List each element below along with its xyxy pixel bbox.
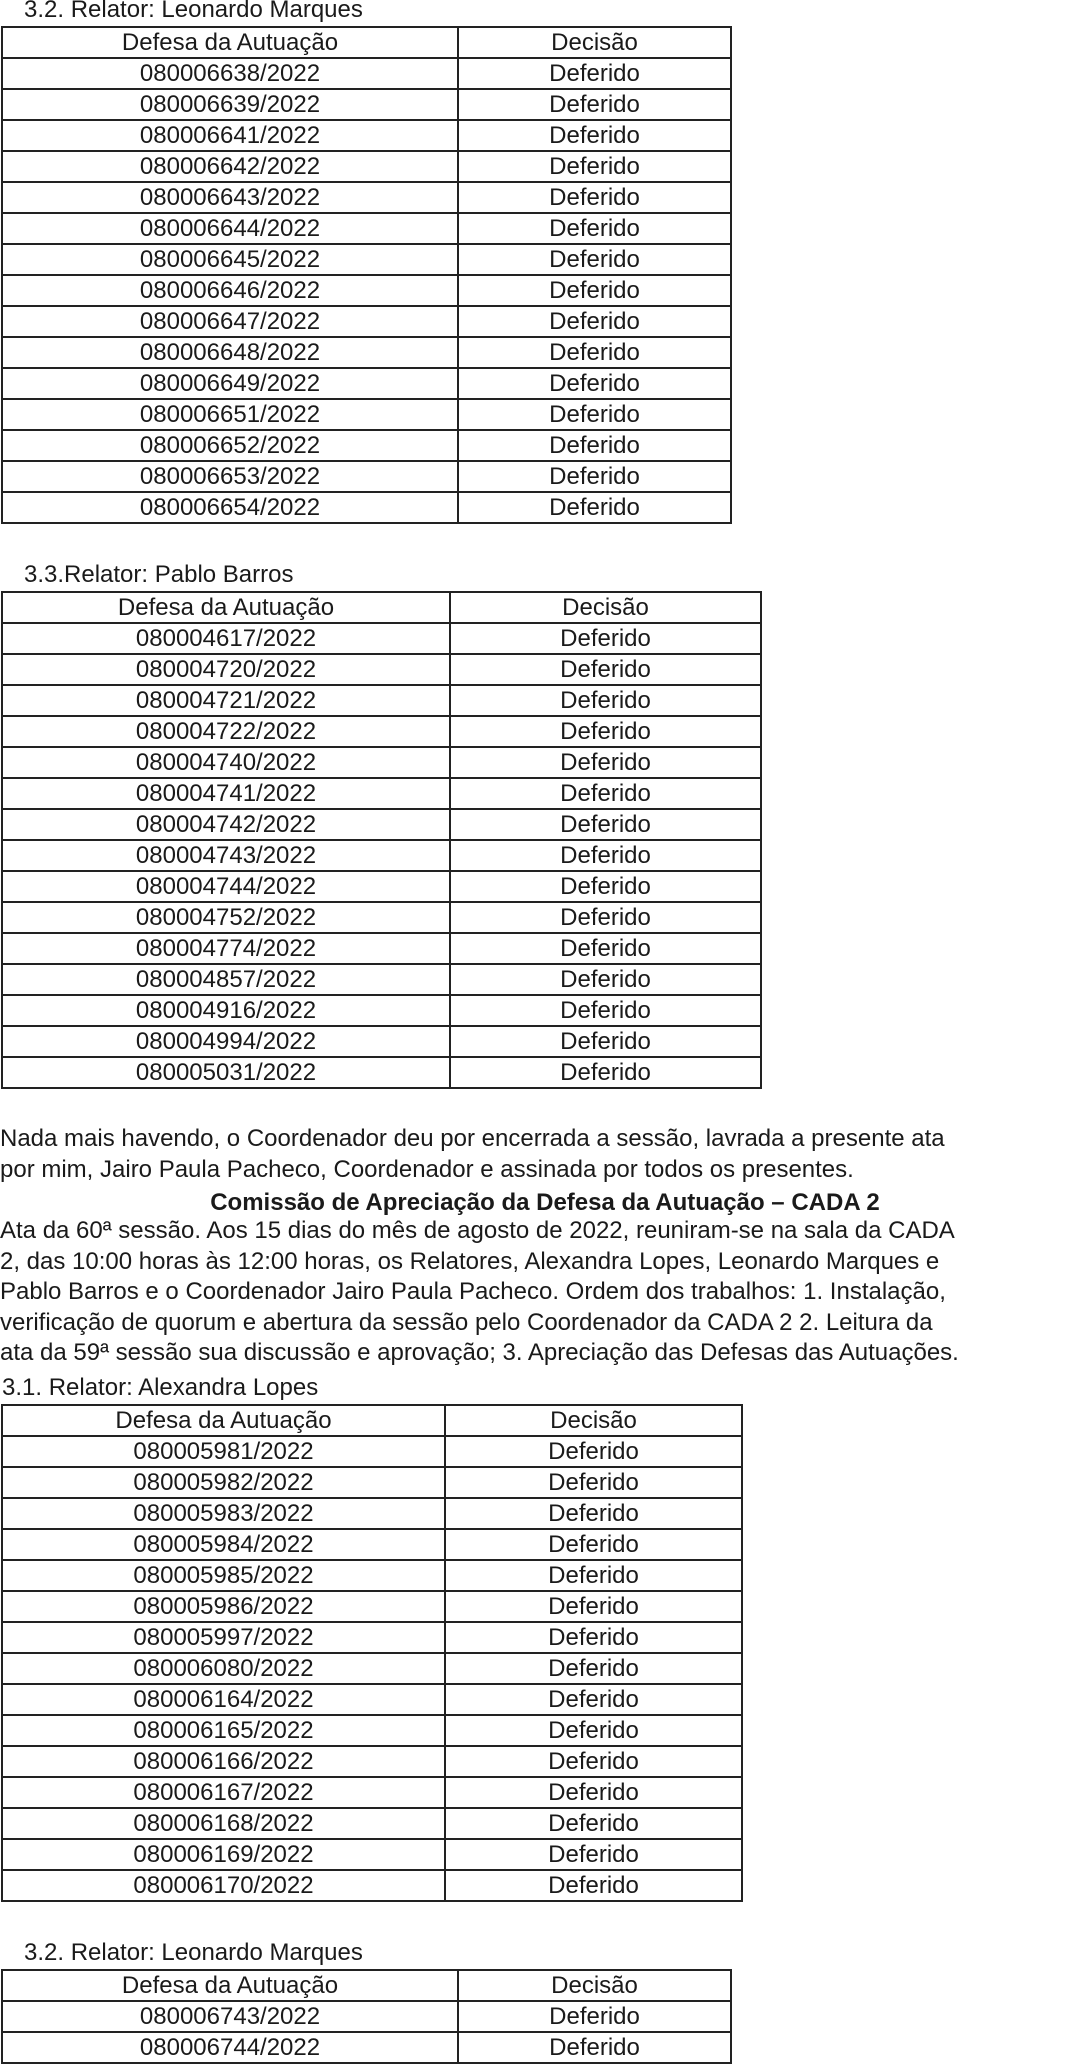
table-row <box>2 213 731 244</box>
table-row <box>2 182 731 213</box>
decisao-value: Deferido <box>445 1560 742 1591</box>
defesa-number: 080004617/2022 <box>2 623 450 654</box>
table-row <box>2 1591 742 1622</box>
decisao-value: Deferido <box>445 1436 742 1467</box>
decisao-value: Deferido <box>450 685 761 716</box>
decisao-value: Deferido <box>458 337 731 368</box>
defesa-number: 080006648/2022 <box>2 337 458 368</box>
decisao-value: Deferido <box>450 623 761 654</box>
table-row <box>2 58 731 89</box>
table-row <box>2 623 761 654</box>
defesa-number: 080004742/2022 <box>2 809 450 840</box>
table-row <box>2 275 731 306</box>
table-row <box>2 368 731 399</box>
decisao-value: Deferido <box>458 2032 731 2063</box>
defesa-number: 080006743/2022 <box>2 2001 458 2032</box>
column-header-decisao: Decisão <box>458 1970 731 2001</box>
table-row <box>2 1777 742 1808</box>
decisao-value: Deferido <box>458 430 731 461</box>
defesa-number: 080005984/2022 <box>2 1529 445 1560</box>
decisao-value: Deferido <box>445 1777 742 1808</box>
table-row <box>2 2001 731 2032</box>
table-row <box>2 89 731 120</box>
defesa-number: 080004857/2022 <box>2 964 450 995</box>
table-row <box>2 1622 742 1653</box>
table-header-row <box>2 27 731 58</box>
table-row <box>2 244 731 275</box>
defesa-number: 080005986/2022 <box>2 1591 445 1622</box>
decisao-value: Deferido <box>450 840 761 871</box>
defesa-number: 080006638/2022 <box>2 58 458 89</box>
decisao-value: Deferido <box>445 1591 742 1622</box>
decisao-value: Deferido <box>445 1653 742 1684</box>
decisao-value: Deferido <box>445 1715 742 1746</box>
table-row <box>2 2032 731 2063</box>
commission-heading: Comissão de Apreciação da Defesa da Autuação – CADA 2 <box>210 1189 880 1216</box>
decisao-value: Deferido <box>450 964 761 995</box>
section-title-leonardo-marques: 3.2. Relator: Leonardo Marques <box>24 0 363 23</box>
defesa-number: 080006166/2022 <box>2 1746 445 1777</box>
defesa-number: 080006170/2022 <box>2 1870 445 1901</box>
table-row <box>2 337 731 368</box>
decisao-value: Deferido <box>445 1808 742 1839</box>
column-header-defesa: Defesa da Autuação <box>2 592 450 623</box>
table-row <box>2 685 761 716</box>
ata-line: Pablo Barros e o Coordenador Jairo Paula Pacheco. Ordem dos trabalhos: 1. Instalação, <box>0 1278 946 1305</box>
decision-table-pablo-barros <box>1 591 762 1089</box>
decisao-value: Deferido <box>450 809 761 840</box>
column-header-decisao: Decisão <box>458 27 731 58</box>
decisao-value: Deferido <box>458 461 731 492</box>
ata-line: Ata da 60ª sessão. Aos 15 dias do mês de agosto de 2022, reuniram-se na sala da CADA <box>0 1217 955 1244</box>
column-header-decisao: Decisão <box>450 592 761 623</box>
closing-line: Nada mais havendo, o Coordenador deu por encerrada a sessão, lavrada a presente ata <box>0 1125 945 1152</box>
decisao-value: Deferido <box>450 716 761 747</box>
decisao-value: Deferido <box>450 902 761 933</box>
table-row <box>2 1746 742 1777</box>
defesa-number: 080006647/2022 <box>2 306 458 337</box>
table-row <box>2 654 761 685</box>
decisao-value: Deferido <box>445 1746 742 1777</box>
defesa-number: 080005982/2022 <box>2 1467 445 1498</box>
column-header-defesa: Defesa da Autuação <box>2 1970 458 2001</box>
column-header-defesa: Defesa da Autuação <box>2 1405 445 1436</box>
defesa-number: 080005983/2022 <box>2 1498 445 1529</box>
defesa-number: 080004743/2022 <box>2 840 450 871</box>
table-row <box>2 430 731 461</box>
table-header-row <box>2 592 761 623</box>
decisao-value: Deferido <box>458 58 731 89</box>
section-title-alexandra-lopes: 3.1. Relator: Alexandra Lopes <box>2 1374 319 1401</box>
defesa-number: 080006643/2022 <box>2 182 458 213</box>
decisao-value: Deferido <box>450 1057 761 1088</box>
table-row <box>2 1026 761 1057</box>
defesa-number: 080004994/2022 <box>2 1026 450 1057</box>
table-row <box>2 933 761 964</box>
column-header-defesa: Defesa da Autuação <box>2 27 458 58</box>
table-row <box>2 871 761 902</box>
closing-paragraph <box>0 1124 1090 1185</box>
defesa-number: 080004744/2022 <box>2 871 450 902</box>
table-row <box>2 995 761 1026</box>
decision-table-leonardo-marques <box>1 26 732 524</box>
closing-line: por mim, Jairo Paula Pacheco, Coordenador e assinada por todos os presentes. <box>0 1155 854 1183</box>
defesa-number: 080005985/2022 <box>2 1560 445 1591</box>
decisao-value: Deferido <box>445 1467 742 1498</box>
table-row <box>2 399 731 430</box>
defesa-number: 080006651/2022 <box>2 399 458 430</box>
decisao-value: Deferido <box>450 933 761 964</box>
defesa-number: 080004774/2022 <box>2 933 450 964</box>
column-header-decisao: Decisão <box>445 1405 742 1436</box>
defesa-number: 080004720/2022 <box>2 654 450 685</box>
defesa-number: 080006167/2022 <box>2 1777 445 1808</box>
table-row <box>2 1715 742 1746</box>
decisao-value: Deferido <box>445 1684 742 1715</box>
decisao-value: Deferido <box>458 492 731 523</box>
decisao-value: Deferido <box>450 1026 761 1057</box>
defesa-number: 080006165/2022 <box>2 1715 445 1746</box>
decisao-value: Deferido <box>458 275 731 306</box>
table-row <box>2 120 731 151</box>
defesa-number: 080006653/2022 <box>2 461 458 492</box>
defesa-number: 080005997/2022 <box>2 1622 445 1653</box>
decisao-value: Deferido <box>450 995 761 1026</box>
defesa-number: 080005981/2022 <box>2 1436 445 1467</box>
table-row <box>2 1870 742 1901</box>
decisao-value: Deferido <box>445 1622 742 1653</box>
section-title-pablo-barros: 3.3.Relator: Pablo Barros <box>24 561 294 588</box>
table-row <box>2 1529 742 1560</box>
table-row <box>2 716 761 747</box>
ata-line: 2, das 10:00 horas às 12:00 horas, os Relatores, Alexandra Lopes, Leonardo Marques e <box>0 1247 940 1275</box>
defesa-number: 080005031/2022 <box>2 1057 450 1088</box>
defesa-number: 080006644/2022 <box>2 213 458 244</box>
decisao-value: Deferido <box>458 399 731 430</box>
decisao-value: Deferido <box>458 182 731 213</box>
defesa-number: 080006652/2022 <box>2 430 458 461</box>
table-header-row <box>2 1405 742 1436</box>
defesa-number: 080006642/2022 <box>2 151 458 182</box>
decisao-value: Deferido <box>445 1498 742 1529</box>
ata-line: verificação de quorum e abertura da sessão pelo Coordenador da CADA 2 2. Leitura da <box>0 1308 933 1336</box>
decisao-value: Deferido <box>458 89 731 120</box>
ata-paragraph <box>0 1216 1090 1369</box>
table-row <box>2 840 761 871</box>
defesa-number: 080006744/2022 <box>2 2032 458 2063</box>
decision-table-alexandra-lopes <box>1 1404 743 1902</box>
defesa-number: 080006649/2022 <box>2 368 458 399</box>
table-row <box>2 1808 742 1839</box>
table-row <box>2 306 731 337</box>
decisao-value: Deferido <box>445 1870 742 1901</box>
decisao-value: Deferido <box>450 747 761 778</box>
decisao-value: Deferido <box>458 244 731 275</box>
table-row <box>2 747 761 778</box>
decisao-value: Deferido <box>458 213 731 244</box>
defesa-number: 080004752/2022 <box>2 902 450 933</box>
decisao-value: Deferido <box>458 120 731 151</box>
decision-table-leonardo-marques-2 <box>1 1969 732 2064</box>
defesa-number: 080006080/2022 <box>2 1653 445 1684</box>
table-row <box>2 809 761 840</box>
table-row <box>2 1684 742 1715</box>
table-row <box>2 1467 742 1498</box>
table-row <box>2 1498 742 1529</box>
decisao-value: Deferido <box>450 871 761 902</box>
decisao-value: Deferido <box>450 654 761 685</box>
defesa-number: 080004916/2022 <box>2 995 450 1026</box>
section-title-leonardo-marques-2: 3.2. Relator: Leonardo Marques <box>24 1939 363 1966</box>
table-row <box>2 964 761 995</box>
table-header-row <box>2 1970 731 2001</box>
decisao-value: Deferido <box>458 368 731 399</box>
table-row <box>2 778 761 809</box>
defesa-number: 080006641/2022 <box>2 120 458 151</box>
table-row <box>2 1057 761 1088</box>
defesa-number: 080004721/2022 <box>2 685 450 716</box>
defesa-number: 080006654/2022 <box>2 492 458 523</box>
defesa-number: 080006639/2022 <box>2 89 458 120</box>
decisao-value: Deferido <box>458 2001 731 2032</box>
table-row <box>2 1560 742 1591</box>
ata-line: ata da 59ª sessão sua discussão e aprovação; 3. Apreciação das Defesas das Autuações. <box>0 1339 959 1366</box>
table-row <box>2 461 731 492</box>
decisao-value: Deferido <box>445 1839 742 1870</box>
defesa-number: 080006645/2022 <box>2 244 458 275</box>
defesa-number: 080004722/2022 <box>2 716 450 747</box>
defesa-number: 080006164/2022 <box>2 1684 445 1715</box>
table-row <box>2 1436 742 1467</box>
defesa-number: 080006168/2022 <box>2 1808 445 1839</box>
table-row <box>2 151 731 182</box>
table-row <box>2 902 761 933</box>
defesa-number: 080004741/2022 <box>2 778 450 809</box>
decisao-value: Deferido <box>450 778 761 809</box>
defesa-number: 080004740/2022 <box>2 747 450 778</box>
defesa-number: 080006646/2022 <box>2 275 458 306</box>
table-row <box>2 1839 742 1870</box>
decisao-value: Deferido <box>445 1529 742 1560</box>
decisao-value: Deferido <box>458 151 731 182</box>
defesa-number: 080006169/2022 <box>2 1839 445 1870</box>
decisao-value: Deferido <box>458 306 731 337</box>
table-row <box>2 1653 742 1684</box>
table-row <box>2 492 731 523</box>
